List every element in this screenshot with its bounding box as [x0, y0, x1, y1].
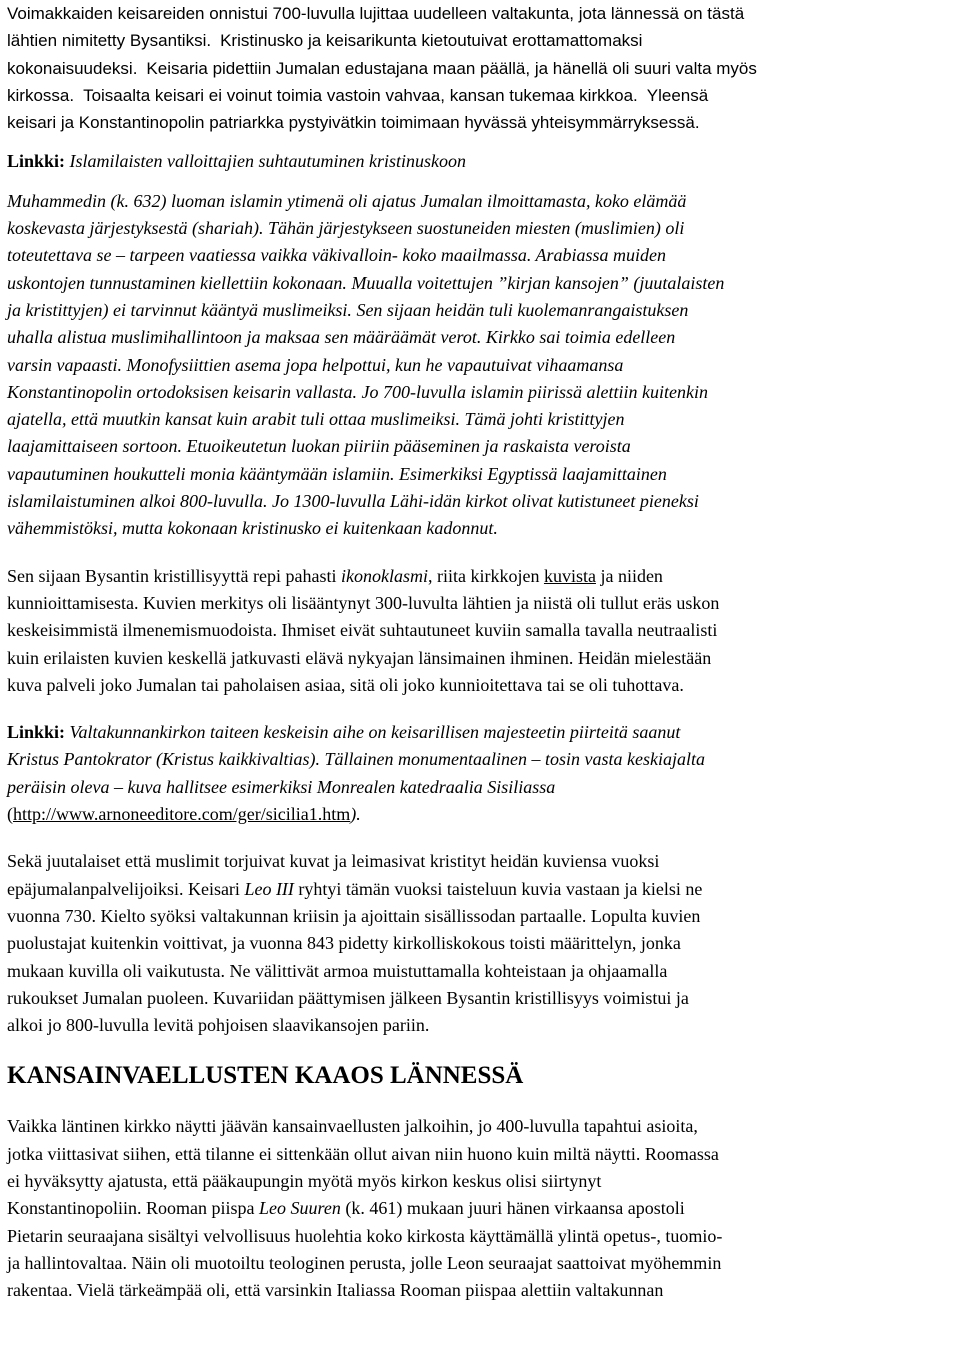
- text-span: varsin vapaasti.: [7, 354, 122, 375]
- text-span: ja kristittyjen) ei tarvinnut kääntyä muslimeiksi.: [7, 299, 352, 320]
- text-line: [7, 82, 957, 109]
- text-line: rukoukset Jumalan puoleen. Kuvariidan päättymisen jälkeen Bysantin kristillisyys voimistui ja: [7, 987, 689, 1008]
- paragraph-western-church: [7, 1113, 957, 1304]
- text-span: laajamittaiseen sortoon.: [7, 436, 182, 457]
- text-span: Esimerkiksi Egyptissä laajamittainen: [394, 463, 667, 484]
- text-line: ja hallintovaltaa. Näin oli muotoiltu teologinen perusta, jolle Leon seuraajat saattoivat myöhemmin: [7, 1252, 722, 1273]
- text-line: [7, 433, 957, 460]
- text-line: [7, 242, 957, 269]
- text-span: ryhtyi tämän vuoksi taisteluun kuvia vastaan ja kielsi ne: [293, 878, 703, 899]
- link-label: Linkki:: [7, 151, 66, 172]
- paragraph-image-controversy: [7, 848, 957, 1039]
- text-span: Keisaria pidettiin Jumalan edustajana maan päällä, ja hänellä oli suuri valta myös: [146, 58, 757, 78]
- text-line: kunnioittamisesta. Kuvien merkitys oli lisääntynyt 300-luvulta lähtien ja niistä oli tullut eräs uskon: [7, 592, 720, 613]
- text-span: Muhammedin (k.: [7, 190, 129, 211]
- text-span: Voimakkaiden keisareiden onnistui 700-luvulla lujittaa uudelleen valtakunta, jota lännessä on tästä: [7, 4, 745, 23]
- text-line: rakentaa. Vielä tärkeämpää oli, että varsinkin Italiassa Rooman piispaa alettiin valtakunnan: [7, 1280, 664, 1301]
- link-label: Linkki:: [7, 722, 66, 743]
- document-page: [7, 0, 957, 1304]
- term-kuvista: kuvista: [543, 565, 596, 586]
- text-span: vähemmistöksi, mutta kokonaan kristinusko ei kuitenkaan kadonnut.: [7, 518, 498, 539]
- link-islam-heading: [7, 148, 957, 175]
- text-line: alkoi jo 800-luvulla levitä pohjoisen slaavikansojen pariin.: [7, 1015, 430, 1036]
- text-line: [7, 352, 957, 379]
- text-span: , riita kirkkojen: [427, 565, 544, 586]
- term-ikonoklasmi: ikonoklasmi: [340, 565, 428, 586]
- text-line: [7, 515, 957, 542]
- text-span: kirkossa.: [7, 85, 75, 105]
- text-line: kuin erilaisten kuvien keskellä jatkuvasti elävä nykyajan länsimainen ihminen. Heidän mielestään: [7, 647, 712, 668]
- text-line: Vaikka läntinen kirkko näytti jäävän kansainvaellusten jalkoihin, jo 400-luvulla tapahtui asioita,: [7, 1116, 698, 1137]
- text-line: [7, 488, 957, 515]
- text-line: [7, 324, 957, 351]
- text-line: [7, 0, 957, 27]
- paragraph-iconoclasm: [7, 563, 957, 699]
- text-span: Muualla voitettujen ”kirjan kansojen” (juutalaisten: [346, 272, 725, 293]
- url-link[interactable]: http://www.arnoneeditore.com/ger/sicilia1.htm: [13, 804, 351, 825]
- text-line: kuva palveli joko Jumalan tai paholaisen asiaa, sitä oli joko kunnioitettava tai se oli tuhottava.: [7, 674, 684, 695]
- text-span: Toisaalta keisari ei voinut toimia vastoin vahvaa, kansan tukemaa kirkkoa.: [83, 85, 638, 105]
- text-line: [7, 719, 957, 746]
- text-span: ajatella, että muutkin kansat kuin arabit tuli ottaa muslimeiksi.: [7, 409, 460, 430]
- text-span: toteutettava se – tarpeen vaatiessa vaikka väkivalloin- koko maailmassa.: [7, 245, 532, 266]
- paren-open: (: [7, 804, 13, 825]
- text-span: epäjumalanpalvelijoiksi. Keisari: [7, 878, 245, 899]
- text-span: Sen sijaan heidän tuli kuolemanrangaistuksen: [351, 299, 689, 320]
- text-span: Etuoikeutetun luokan piiriin pääseminen ja raskaista veroista: [182, 436, 631, 457]
- paragraph-islam: [7, 188, 957, 543]
- text-line: [7, 563, 957, 590]
- text-line: vuonna 730. Kielto syöksi valtakunnan kriisin ja ajoittain sisällissodan partaalle. Lopulta kuvien: [7, 905, 701, 926]
- text-line: [7, 1195, 957, 1222]
- text-span: 632) luoman islamin ytimenä oli ajatus Jumalan ilmoittamasta, koko elämää: [128, 190, 687, 211]
- text-span: kokonaisuudeksi.: [7, 58, 138, 78]
- name-leo-iii: Leo III: [244, 878, 294, 899]
- text-span: Kristinusko ja keisarikunta kietoutuivat erottamattomaksi: [220, 31, 643, 51]
- text-line: [7, 27, 957, 54]
- text-line: [7, 109, 957, 136]
- text-span: keisari ja Konstantinopolin patriarkka pystyivätkin toimimaan hyvässä yhteisymmärryksessä.: [7, 113, 700, 133]
- paragraph-byzantium-church-state: [7, 0, 957, 136]
- text-span: Jo 700-luvulla islamin piirissä alettiin kuitenkin: [357, 381, 708, 402]
- text-span: ja niiden: [595, 565, 663, 586]
- text-line: [7, 215, 957, 242]
- text-span: lähtien nimitetty Bysantiksi.: [7, 31, 212, 51]
- paren-close: ).: [350, 804, 361, 825]
- section-heading: KANSAINVAELLUSTEN KAAOS LÄNNESSÄ: [7, 1062, 524, 1090]
- link-title: Islamilaisten valloittajien suhtautuminen kristinuskoon: [69, 151, 467, 172]
- text-span: Kirkko sai toimia edelleen: [481, 327, 676, 348]
- text-span: (k. 461) mukaan juuri hänen virkaansa apostoli: [340, 1198, 685, 1219]
- text-span: Monofysiittien asema jopa helpottui, kun he vapautuivat vihaamansa: [122, 354, 624, 375]
- text-span: Yleensä: [646, 85, 709, 105]
- text-span: vapautuminen houkutteli monia kääntymään islamiin.: [7, 463, 395, 484]
- text-line: [7, 55, 957, 82]
- text-line: [7, 379, 957, 406]
- text-line: [7, 270, 957, 297]
- text-span: koskevasta järjestyksestä (shariah).: [7, 218, 264, 239]
- text-line: [7, 461, 957, 488]
- text-line: ei hyväksytty ajatusta, että pääkaupungin myötä myös kirkon keskus olisi siirtynyt: [7, 1170, 602, 1191]
- text-line: [7, 188, 957, 215]
- text-span: Tämä johti kristittyjen: [459, 409, 625, 430]
- name-leo-suuri: Leo Suuren: [259, 1198, 341, 1219]
- text-line: [7, 406, 957, 433]
- text-line: peräisin oleva – kuva hallitsee esimerkiksi Monrealen katedraalia Sisiliassa: [7, 776, 556, 797]
- text-line: Pietarin seuraajana sisältyi velvollisuus huolehtia koko kirkosta käyttämällä ylintä opetus-, tuomio-: [7, 1225, 723, 1246]
- text-line: keskeisimmistä ilmenemismuodoista. Ihmiset eivät suhtautuneet kuviin samalla tavalla neutraalisti: [7, 620, 718, 641]
- text-span: Tähän järjestykseen suostuneiden miesten (muslimien) oli: [263, 218, 685, 239]
- text-span: islamilaistuminen alkoi 800-luvulla.: [7, 491, 268, 512]
- text-line: [7, 801, 957, 828]
- text-line: Kristus Pantokrator (Kristus kaikkivaltias). Tällainen monumentaalinen – tosin vasta keskiajalta: [7, 749, 705, 770]
- text-line: Sekä juutalaiset että muslimit torjuivat kuvat ja leimasivat kristityt heidän kuviensa vuoksi: [7, 851, 660, 872]
- text-span: Konstantinopoliin. Rooman piispa: [7, 1198, 259, 1219]
- text-span: Sen sijaan Bysantin kristillisyyttä repi pahasti: [7, 565, 341, 586]
- paragraph-pantokrator-link: [7, 719, 957, 828]
- text-span: Valtakunnankirkon taiteen keskeisin aihe on keisarillisen majesteetin piirteitä saanut: [65, 722, 681, 743]
- text-line: puolustajat kuitenkin voittivat, ja vuonna 843 pidetty kirkolliskokous toisti määrittelyn, jonka: [7, 933, 681, 954]
- text-span: uhalla alistua muslimihallintoon ja maksaa sen määräämät verot.: [7, 327, 482, 348]
- text-line: mukaan kuvilla oli vaikutusta. Ne välittivät armoa muistuttamalla kohteistaan ja ohjaamalla: [7, 960, 668, 981]
- text-line: jotka viittasivat siihen, että tilanne ei sittenkään ollut aivan niin huono kuin miltä näytti. Roomassa: [7, 1143, 719, 1164]
- text-span: Konstantinopolin ortodoksisen keisarin vallasta.: [7, 381, 357, 402]
- text-line: [7, 876, 957, 903]
- text-line: [7, 297, 957, 324]
- text-span: Arabiassa muiden: [531, 245, 667, 266]
- text-span: uskontojen tunnustaminen kiellettiin kokonaan.: [7, 272, 347, 293]
- text-span: Jo 1300-luvulla Lähi-idän kirkot olivat kutistuneet pieneksi: [267, 491, 699, 512]
